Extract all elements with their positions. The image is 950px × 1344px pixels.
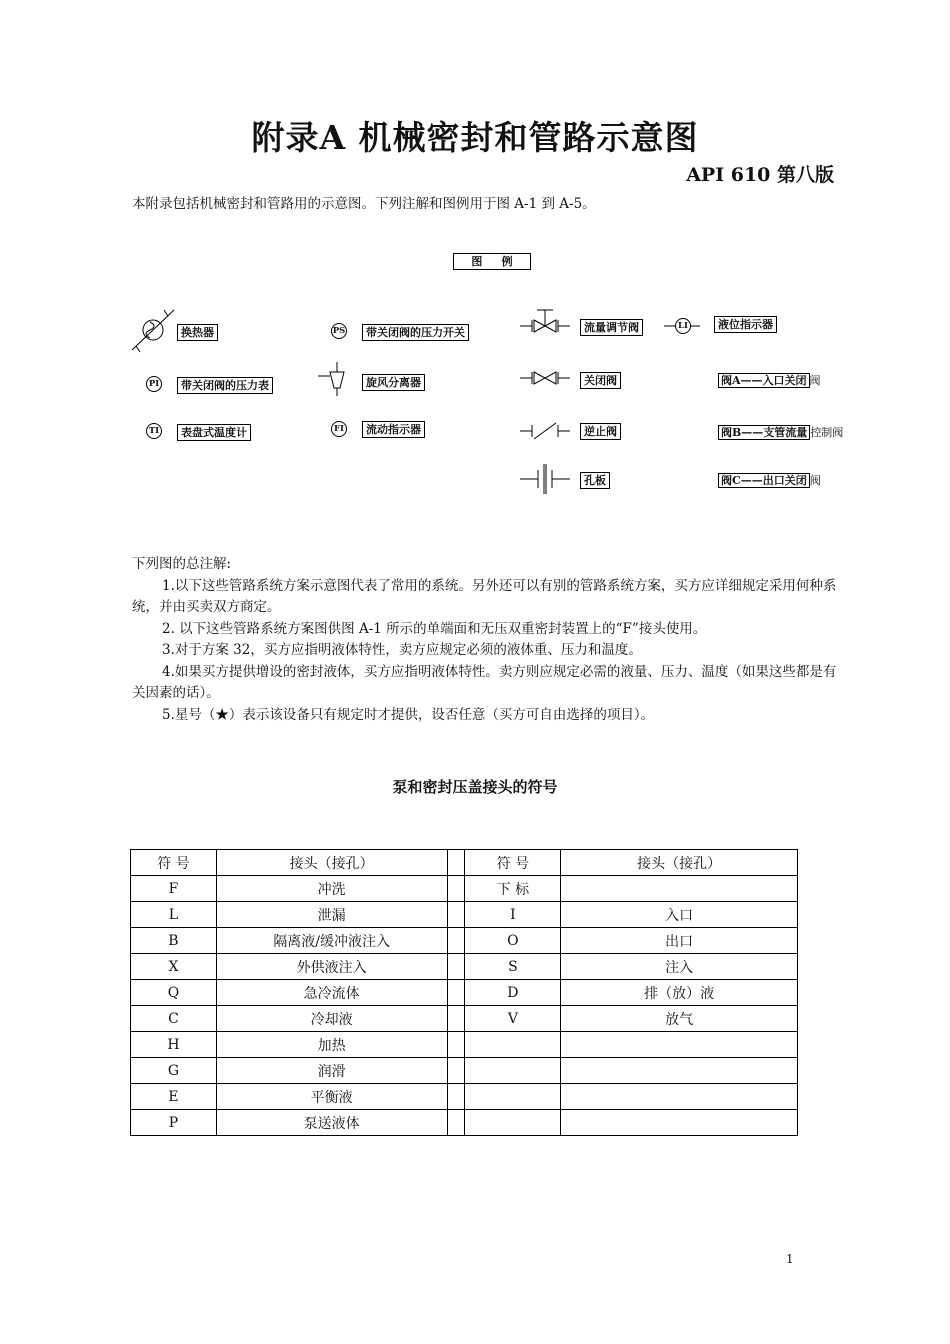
cyclone-label: 旋风分离器 — [362, 374, 425, 391]
valve-b-bold: 支管流量 — [763, 425, 810, 440]
edition-label: API 610 第八版 — [686, 164, 834, 186]
table-cell — [465, 1110, 561, 1136]
table-row — [131, 1084, 798, 1110]
valve-c-label — [718, 472, 821, 488]
table-cell: 平衡液 — [216, 1084, 447, 1110]
dial-thermometer-label: 表盘式温度计 — [177, 424, 251, 441]
flow-indicator-label: 流动指示器 — [362, 421, 425, 438]
page-title: 附录A 机械密封和管路示意图 — [251, 118, 699, 157]
table-cell: P — [131, 1110, 217, 1136]
check-valve-label: 逆止阀 — [580, 423, 621, 440]
general-notes — [132, 554, 844, 726]
table-cell: 润滑 — [216, 1058, 447, 1084]
note-item: 4.如果买方提供增设的密封液体，买方应指明液体特性。卖方则应规定必需的液量、压力、温度（如果这些都是有关因素的话）。 — [132, 663, 837, 701]
table-cell — [561, 1058, 798, 1084]
table-header-row — [131, 850, 798, 876]
note-item: 3.对于方案 32，买方应指明液体特性，卖方应规定必须的液体重、压力和温度。 — [162, 642, 642, 658]
table-row — [131, 876, 798, 902]
header-cell: 接头（接孔） — [561, 850, 798, 876]
valve-c-suffix: 阀 — [809, 474, 821, 487]
spacer-cell — [447, 1110, 465, 1136]
li-tag-icon: LI — [675, 318, 691, 334]
valve-c-bold: 出口关闭 — [763, 473, 810, 488]
table-cell: E — [131, 1084, 217, 1110]
spacer-cell — [447, 850, 465, 876]
valve-a-prefix: 阀A—— — [718, 373, 763, 388]
spacer-cell — [447, 1006, 465, 1032]
ps-tag-icon: PS — [331, 323, 347, 339]
page-number: 1 — [786, 1252, 794, 1266]
table-cell: B — [131, 928, 217, 954]
header-cell: 接头（接孔） — [216, 850, 447, 876]
pressure-switch-label: 带关闭阀的压力开关 — [362, 324, 469, 341]
table-cell: 出口 — [561, 928, 798, 954]
spacer-cell — [447, 954, 465, 980]
table-cell: S — [465, 954, 561, 980]
table-row — [131, 902, 798, 928]
valve-b-prefix: 阀B—— — [718, 425, 763, 440]
table-cell: X — [131, 954, 217, 980]
table-cell: L — [131, 902, 217, 928]
table-cell: 排（放）液 — [561, 980, 798, 1006]
table-cell: 泄漏 — [216, 902, 447, 928]
table-cell: I — [465, 902, 561, 928]
notes-heading: 下列图的总注解: — [132, 556, 232, 572]
flow-control-valve-icon — [520, 306, 570, 342]
spacer-cell — [447, 902, 465, 928]
ti-tag-icon: TI — [146, 423, 162, 439]
table-cell: 加热 — [216, 1032, 447, 1058]
table-cell: F — [131, 876, 217, 902]
valve-c-prefix: 阀C—— — [718, 473, 763, 488]
table-cell: Q — [131, 980, 217, 1006]
table-title: 泵和密封压盖接头的符号 — [392, 778, 558, 796]
valve-a-suffix: 阀 — [809, 374, 821, 387]
table-row — [131, 1058, 798, 1084]
pressure-gauge-label: 带关闭阀的压力表 — [177, 377, 273, 394]
spacer-cell — [447, 1084, 465, 1110]
table-cell: G — [131, 1058, 217, 1084]
valve-b-label — [718, 424, 843, 440]
table-cell: 注入 — [561, 954, 798, 980]
connection-symbol-table — [130, 849, 798, 1136]
heat-exchanger-label: 换热器 — [177, 324, 218, 341]
table-cell — [561, 1110, 798, 1136]
valve-a-bold: 入口关闭 — [763, 373, 810, 388]
pi-tag-icon: PI — [146, 376, 162, 392]
table-cell: 冷却液 — [216, 1006, 447, 1032]
table-row — [131, 1006, 798, 1032]
table-cell — [465, 1084, 561, 1110]
spacer-cell — [447, 928, 465, 954]
table-cell: 下 标 — [465, 876, 561, 902]
fi-tag-icon: FI — [331, 421, 347, 437]
table-row — [131, 1110, 798, 1136]
table-cell — [561, 1032, 798, 1058]
table-cell: O — [465, 928, 561, 954]
table-row — [131, 1032, 798, 1058]
table-cell: 急冷流体 — [216, 980, 447, 1006]
note-item: 1.以下这些管路系统方案示意图代表了常用的系统。另外还可以有别的管路系统方案，买方应详细规定采用何种系统，并由买卖双方商定。 — [132, 577, 837, 615]
table-row — [131, 980, 798, 1006]
note-item: 2. 以下这些管路系统方案图供图 A-1 所示的单端面和无压双重密封装置上的“F”接头使用。 — [162, 620, 707, 637]
spacer-cell — [447, 1032, 465, 1058]
level-indicator-label: 液位指示器 — [714, 316, 777, 333]
spacer-cell — [447, 980, 465, 1006]
valve-a-label — [718, 372, 821, 388]
spacer-cell — [447, 1058, 465, 1084]
table-cell: V — [465, 1006, 561, 1032]
table-cell — [561, 876, 798, 902]
table-cell: 外供液注入 — [216, 954, 447, 980]
table-cell: 隔离液/缓冲液注入 — [216, 928, 447, 954]
table-cell — [561, 1084, 798, 1110]
header-cell: 符 号 — [131, 850, 217, 876]
intro-paragraph: 本附录包括机械密封和管路用的示意图。下列注解和图例用于图 A-1 到 A-5。 — [132, 196, 596, 212]
orifice-plate-icon — [520, 464, 570, 494]
orifice-label: 孔板 — [580, 472, 610, 489]
legend-heading: 图 例 — [453, 253, 531, 270]
table-row — [131, 928, 798, 954]
table-cell — [465, 1058, 561, 1084]
heat-exchanger-icon — [130, 308, 176, 354]
block-valve-label: 关闭阀 — [580, 372, 621, 389]
table-cell: 放气 — [561, 1006, 798, 1032]
header-cell: 符 号 — [465, 850, 561, 876]
spacer-cell — [447, 876, 465, 902]
table-row — [131, 954, 798, 980]
table-cell — [465, 1032, 561, 1058]
note-item: 5.星号（★）表示该设备只有规定时才提供，设否任意（买方可自由选择的项目）。 — [162, 706, 655, 723]
cyclone-separator-icon — [318, 362, 356, 396]
valve-b-suffix: 控制阀 — [810, 426, 844, 439]
table-cell: D — [465, 980, 561, 1006]
table-cell: H — [131, 1032, 217, 1058]
table-cell: 冲洗 — [216, 876, 447, 902]
table-cell: C — [131, 1006, 217, 1032]
table-cell: 泵送液体 — [216, 1110, 447, 1136]
flow-control-valve-label: 流量调节阀 — [580, 319, 643, 336]
table-cell: 入口 — [561, 902, 798, 928]
block-valve-icon — [520, 368, 570, 388]
check-valve-icon — [520, 420, 570, 442]
